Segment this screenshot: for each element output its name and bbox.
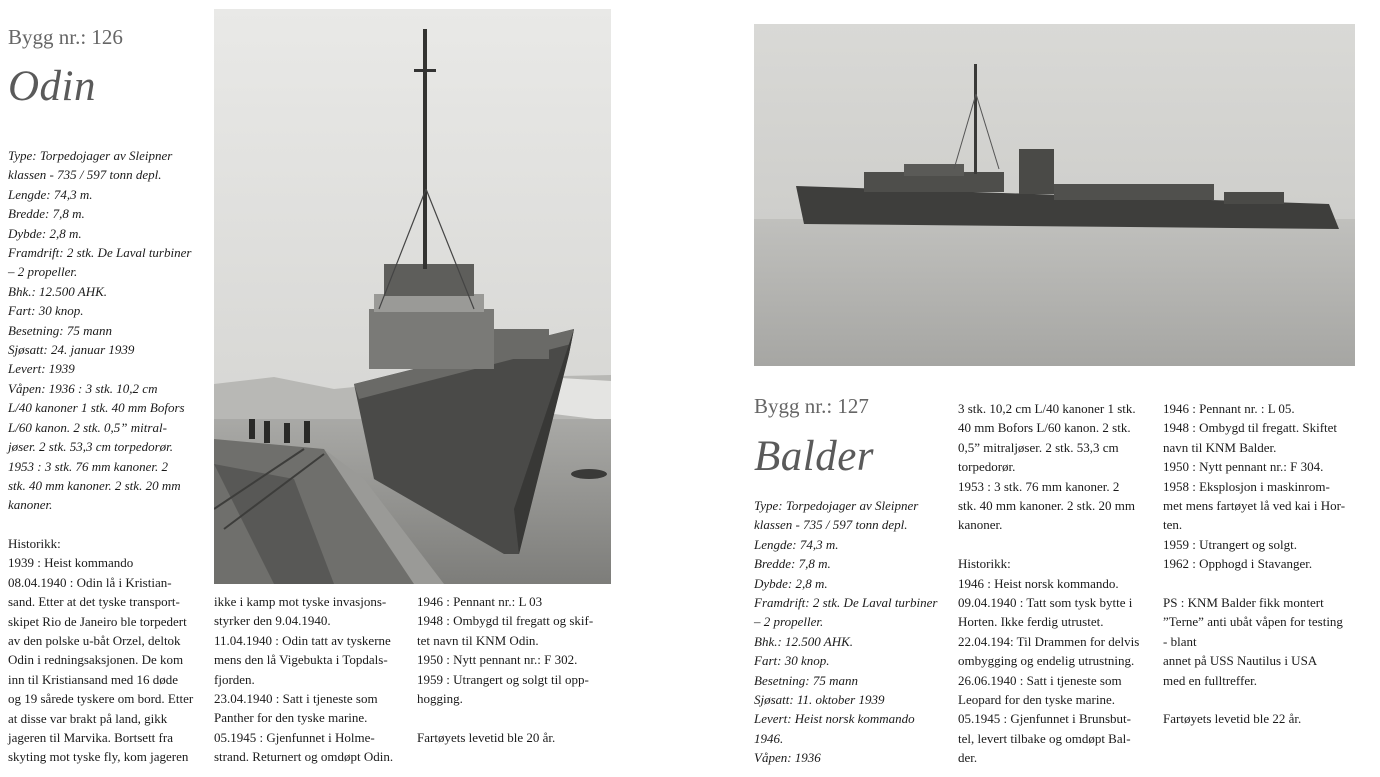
text-line: torpedorør. xyxy=(958,459,1016,475)
balder-ship-name: Balder xyxy=(754,433,875,480)
text-line: Bhk.: 12.500 AHK. xyxy=(8,283,108,299)
odin-history-column-1 xyxy=(8,534,199,767)
text-line xyxy=(1163,574,1356,593)
text-line: 1946 : Pennant nr.: L 03 xyxy=(417,594,543,609)
text-line: 1950 : Nytt pennant nr.: F 302. xyxy=(417,652,578,668)
text-line: Bhk.: 12.500 AHK. xyxy=(754,633,854,649)
text-line: Levert: Heist norsk kommando xyxy=(754,711,915,727)
text-line: at disse var brakt på land, gikk xyxy=(8,710,168,726)
text-line: Våpen: 1936 xyxy=(754,750,821,766)
text-line: 1948 : Ombygd til fregatt og skif- xyxy=(417,613,594,629)
text-line: med en fulltreffer. xyxy=(1163,672,1257,688)
odin-bygg-number: Bygg nr.: 126 xyxy=(8,25,123,49)
text-line: Fart: 30 knop. xyxy=(754,653,830,669)
text-line: jøser. 2 stk. 53,3 cm torpedorør. xyxy=(8,439,174,455)
text-line: L/60 kanon. 2 stk. 0,5” mitral- xyxy=(8,419,167,435)
text-line xyxy=(1163,690,1356,709)
odin-ship-name: Odin xyxy=(8,63,96,110)
text-line: 26.06.1940 : Satt i tjeneste som xyxy=(958,672,1122,688)
text-line: 08.04.1940 : Odin lå i Kristian- xyxy=(8,574,172,590)
text-line: Type: Torpedojager av Sleipner xyxy=(8,148,173,163)
text-line: 1953 : 3 stk. 76 mm kanoner. 2 xyxy=(958,478,1120,494)
text-line: 1946 : Heist norsk kommando. xyxy=(958,575,1119,591)
text-line: 1959 : Utrangert og solgt. xyxy=(1163,536,1297,552)
balder-ship-photo xyxy=(754,24,1355,366)
text-line: 1953 : 3 stk. 76 mm kanoner. 2 xyxy=(8,458,168,474)
text-line: fjorden. xyxy=(214,671,255,687)
text-line: 11.04.1940 : Odin tatt av tyskerne xyxy=(214,632,391,648)
text-line: klassen - 735 / 597 tonn depl. xyxy=(8,167,162,183)
balder-bygg-number: Bygg nr.: 127 xyxy=(754,394,869,418)
text-line: 0,5” mitraljøser. 2 stk. 53,3 cm xyxy=(958,439,1119,455)
text-line: Type: Torpedojager av Sleipner xyxy=(754,498,919,513)
text-line xyxy=(958,535,1149,554)
text-line: Lengde: 74,3 m. xyxy=(754,536,839,552)
text-line: 1946 : Pennant nr. : L 05. xyxy=(1163,401,1295,416)
text-line: Våpen: 1936 : 3 stk. 10,2 cm xyxy=(8,380,158,396)
text-line: Odin i redningsaksjonen. De kom xyxy=(8,652,184,668)
text-line: 1948 : Ombygd til fregatt. Skiftet xyxy=(1163,420,1338,436)
text-line: Dybde: 2,8 m. xyxy=(8,225,82,241)
text-line: 05.1945 : Gjenfunnet i Brunsbut- xyxy=(958,711,1131,727)
text-line: ikke i kamp mot tyske invasjons- xyxy=(214,594,387,609)
text-line: Lengde: 74,3 m. xyxy=(8,186,93,202)
text-line: Dybde: 2,8 m. xyxy=(754,575,828,591)
text-line: L/40 kanoner 1 stk. 40 mm Bofors xyxy=(8,400,185,416)
text-line: inn til Kristiansand med 16 døde xyxy=(8,671,179,687)
balder-history-column-3 xyxy=(1163,399,1356,729)
text-line: navn til KNM Balder. xyxy=(1163,439,1277,455)
text-line: PS : KNM Balder fikk montert xyxy=(1163,595,1324,611)
text-line: 05.1945 : Gjenfunnet i Holme- xyxy=(214,729,375,745)
text-line: tet navn til KNM Odin. xyxy=(417,632,539,648)
text-line: ten. xyxy=(1163,517,1183,533)
text-line: ”Terne” anti ubåt våpen for testing xyxy=(1163,614,1343,630)
odin-history-column-3 xyxy=(417,592,608,747)
balder-photo-illustration xyxy=(754,24,1355,366)
text-line: 1962 : Opphogd i Stavanger. xyxy=(1163,556,1313,572)
text-line: mens den lå Vigebukta i Topdals- xyxy=(214,652,388,668)
text-line: skyting mot tyske fly, kom jageren xyxy=(8,749,189,765)
text-line: 09.04.1940 : Tatt som tysk bytte i xyxy=(958,595,1133,611)
text-line: 1959 : Utrangert og solgt til opp- xyxy=(417,671,589,687)
text-line: tel, levert tilbake og omdøpt Bal- xyxy=(958,730,1131,746)
text-line: kanoner. xyxy=(8,497,53,513)
text-line: Fartøyets levetid ble 20 år. xyxy=(417,729,556,745)
text-line: Historikk: xyxy=(958,556,1011,572)
text-line: 1950 : Nytt pennant nr.: F 304. xyxy=(1163,459,1324,475)
text-line: klassen - 735 / 597 tonn depl. xyxy=(754,517,908,533)
text-line: stk. 40 mm kanoner. 2 stk. 20 mm xyxy=(8,477,181,493)
text-line: Bredde: 7,8 m. xyxy=(8,206,85,222)
text-line: 1946. xyxy=(754,730,784,746)
text-line: Historikk: xyxy=(8,536,61,551)
text-line: – 2 propeller. xyxy=(8,264,78,280)
text-line: annet på USS Nautilus i USA xyxy=(1163,653,1318,669)
text-line: sand. Etter at det tyske transport- xyxy=(8,594,180,610)
text-line: og 19 sårede tyskere om bord. Etter xyxy=(8,691,194,707)
text-line: stk. 40 mm kanoner. 2 stk. 20 mm xyxy=(958,498,1135,514)
text-line: Panther for den tyske marine. xyxy=(214,710,368,726)
text-line: ombygging og endelig utrustning. xyxy=(958,653,1135,669)
text-line: met mens fartøyet lå ved kai i Hor- xyxy=(1163,498,1346,514)
balder-history-column-2 xyxy=(958,399,1149,768)
text-line: kanoner. xyxy=(958,517,1003,533)
odin-specifications xyxy=(8,146,199,515)
text-line: 23.04.1940 : Satt i tjeneste som xyxy=(214,691,378,707)
text-line: der. xyxy=(958,750,978,766)
text-line: 1958 : Eksplosjon i maskinrom- xyxy=(1163,478,1330,494)
odin-photo-illustration xyxy=(214,9,611,584)
text-line: Fartøyets levetid ble 22 år. xyxy=(1163,711,1302,727)
text-line: 22.04.194: Til Drammen for delvis xyxy=(958,633,1140,649)
text-line: Leopard for den tyske marine. xyxy=(958,692,1116,708)
text-line: Sjøsatt: 11. oktober 1939 xyxy=(754,692,885,708)
text-line: strand. Returnert og omdøpt Odin. xyxy=(214,749,394,765)
text-line: Sjøsatt: 24. januar 1939 xyxy=(8,342,135,358)
text-line: 40 mm Bofors L/60 kanon. 2 stk. xyxy=(958,420,1131,436)
text-line: Fart: 30 knop. xyxy=(8,303,84,319)
text-line: av den polske u-båt Orzel, deltok xyxy=(8,633,181,649)
text-line: 1939 : Heist kommando xyxy=(8,555,134,571)
text-line: Besetning: 75 mann xyxy=(754,672,858,688)
balder-specifications xyxy=(754,496,946,768)
text-line: skipet Rio de Janeiro ble torpedert xyxy=(8,613,187,629)
text-line: – 2 propeller. xyxy=(754,614,824,630)
text-line: - blant xyxy=(1163,633,1197,649)
text-line: styrker den 9.04.1940. xyxy=(214,613,331,629)
text-line: Levert: 1939 xyxy=(8,361,75,377)
text-line xyxy=(417,708,608,727)
text-line: Horten. Ikke ferdig utrustet. xyxy=(958,614,1104,630)
text-line: jageren til Marvika. Bortsett fra xyxy=(8,730,173,746)
text-line: 3 stk. 10,2 cm L/40 kanoner 1 stk. xyxy=(958,401,1136,416)
odin-ship-photo xyxy=(214,9,611,584)
text-line: hogging. xyxy=(417,691,463,707)
odin-history-column-2 xyxy=(214,592,406,767)
text-line: Framdrift: 2 stk. De Laval turbiner xyxy=(8,245,192,261)
text-line: Framdrift: 2 stk. De Laval turbiner xyxy=(754,595,938,611)
text-line: Bredde: 7,8 m. xyxy=(754,556,831,572)
text-line: Besetning: 75 mann xyxy=(8,322,112,338)
